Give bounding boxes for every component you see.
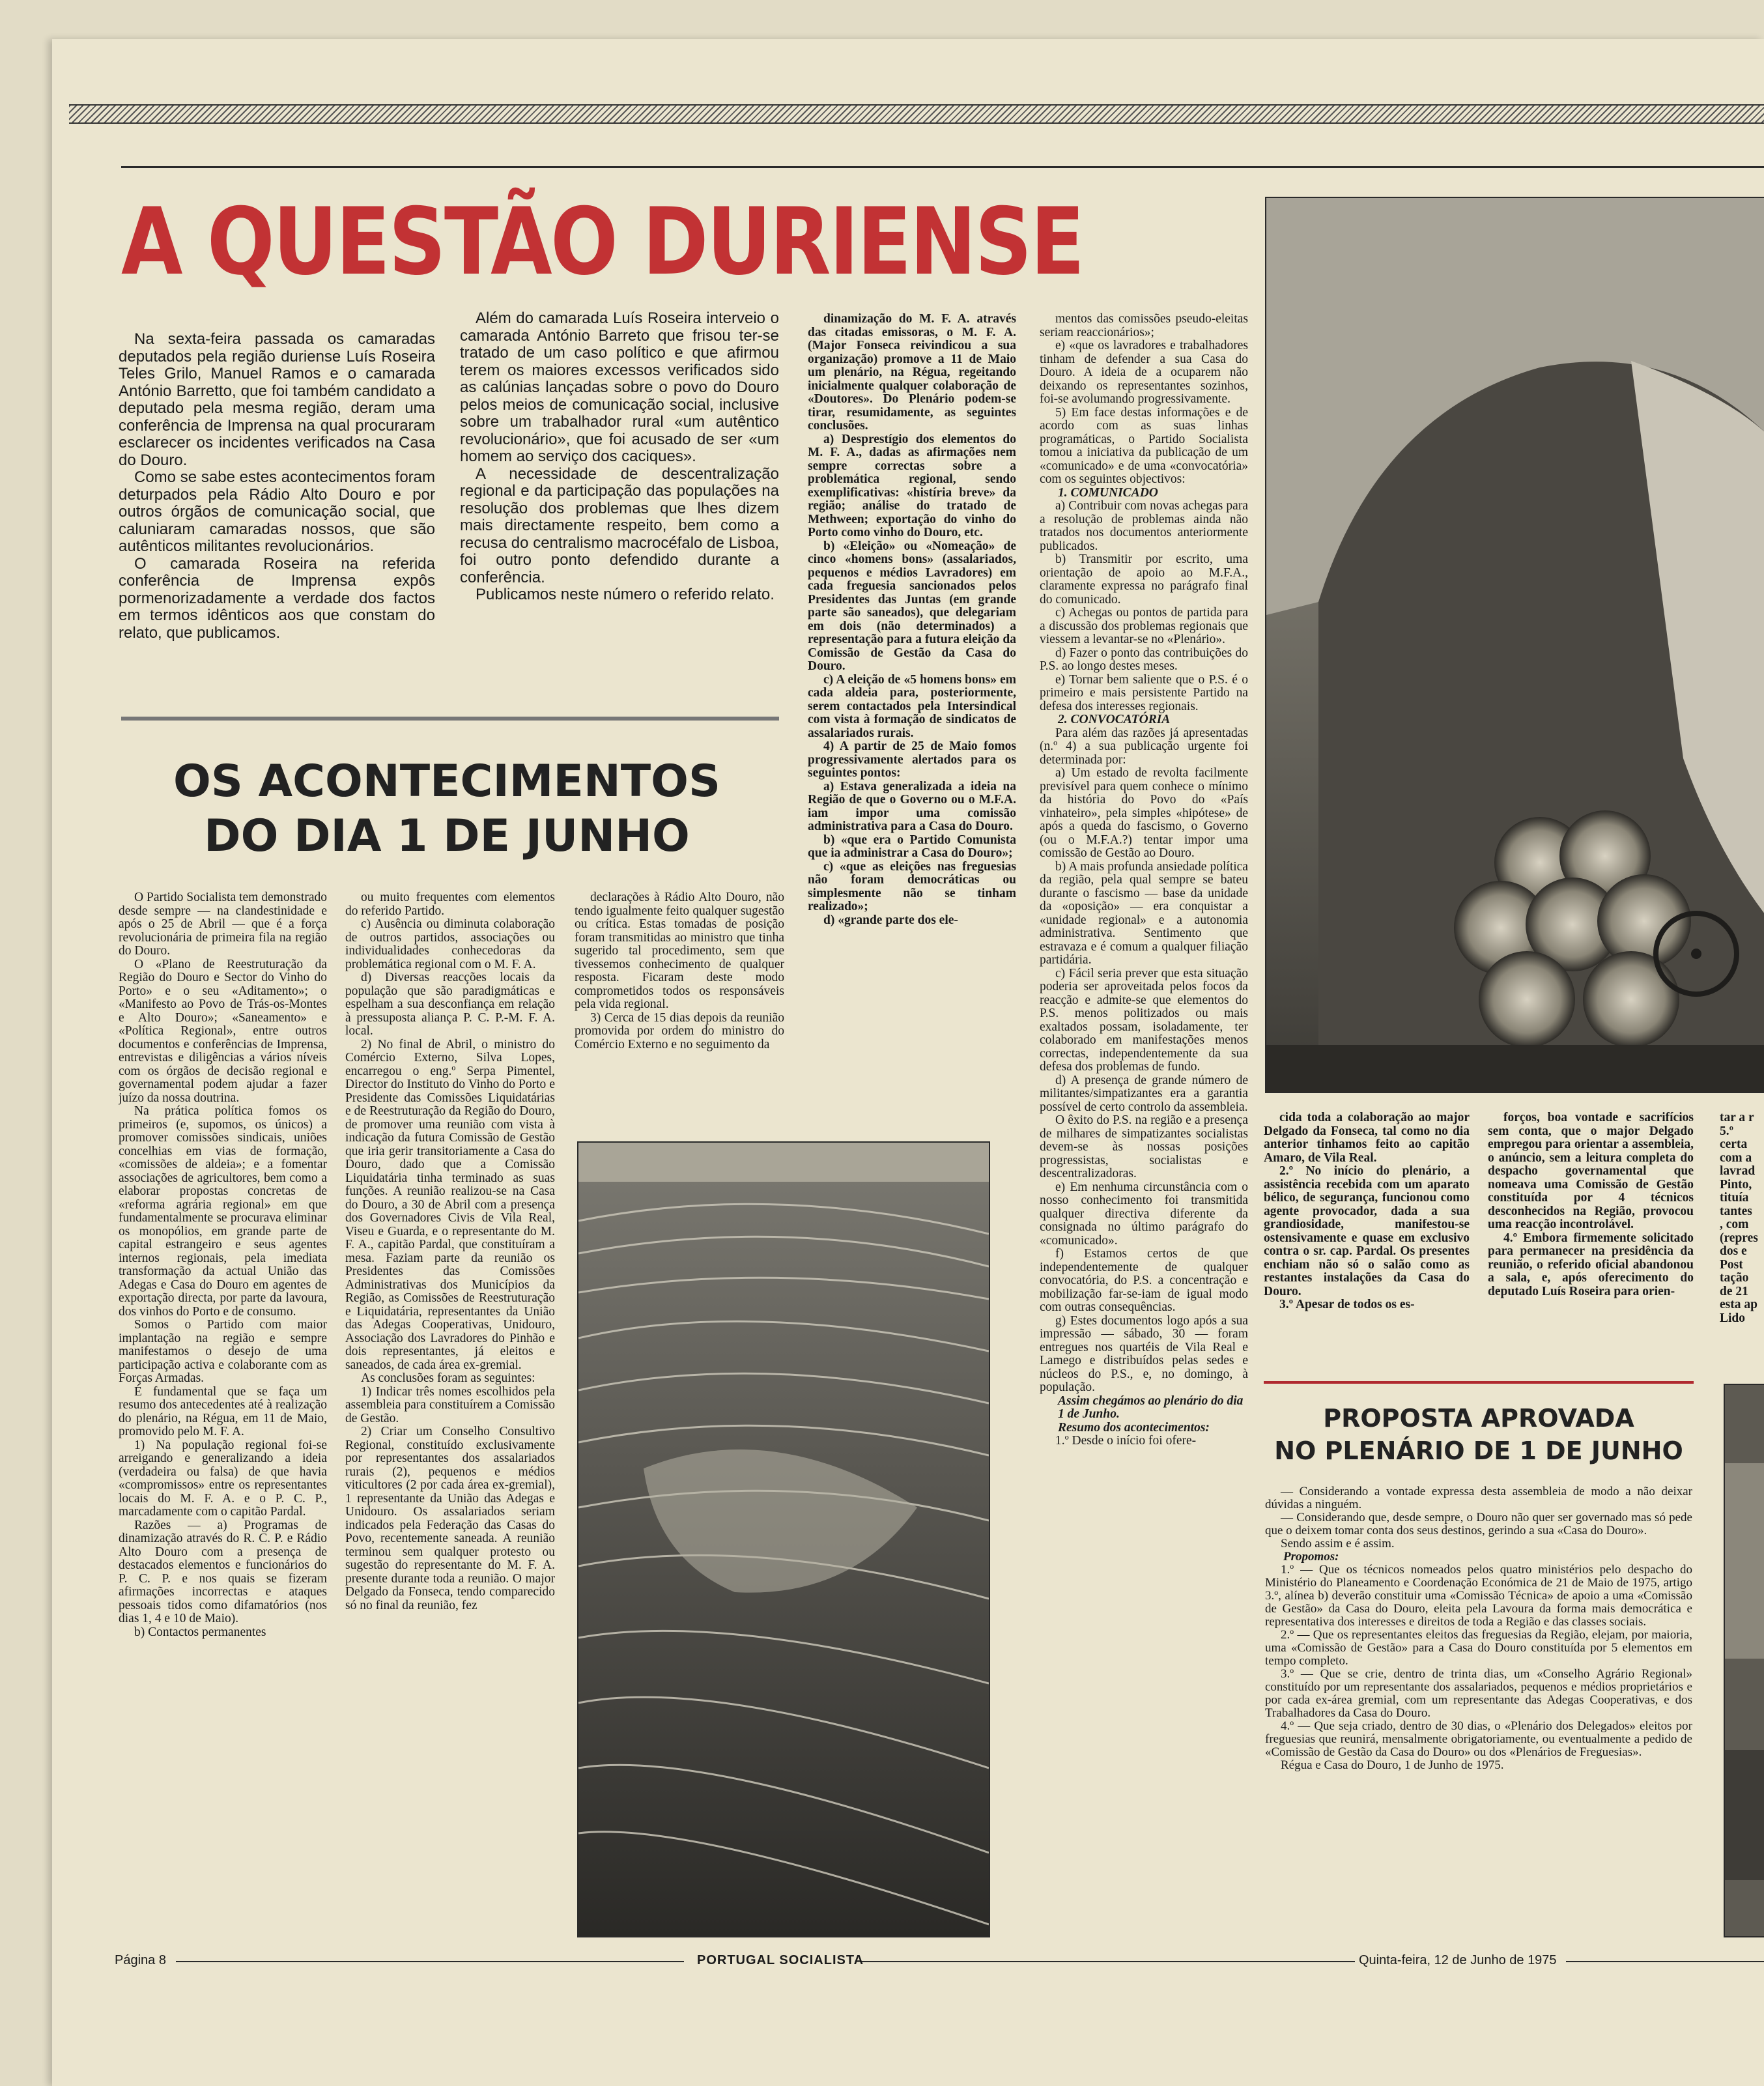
column-e-paragraph: c) Achegas ou pontos de partida para a discussão dos problemas regionais que viessem a levantar-se no «Plenário».	[1040, 606, 1248, 646]
proposal-text-paragraph: 3.º — Que se crie, dentro de trinta dias, um «Conselho Agrário Regional» constituído por um representante dos assalariados, pequenos e médios proprietários e por cada ex-área gremial, com um representante das Adegas Cooperativas, e dos Trabalhadores da Casa do Douro.	[1265, 1667, 1692, 1720]
headline: A QUESTÃO DURIENSE	[121, 188, 1083, 296]
intro-column-2-paragraph: Publicamos neste número o referido relato.	[476, 586, 775, 603]
issue-date: Quinta-feira, 12 de Junho de 1975	[1359, 1953, 1557, 1967]
intro-column-1-paragraph: O camarada Roseira na referida conferência de Imprensa expôs pormenorizadamente a verdade dos factos em termos idênticos aos que constam do relato, que publicamos.	[119, 554, 435, 642]
column-e-paragraph: 2. CONVOCATÓRIA	[1058, 713, 1171, 726]
column-h-cut-paragraph: lavrad	[1720, 1164, 1756, 1178]
column-e-paragraph: f) Estamos certos de que independentemente de qualquer convocatória, do P.S. a concentração e mobilização far-se-iam de igual modo com outras consequências.	[1040, 1247, 1248, 1314]
proposal-text-paragraph: 1.º — Que os técnicos nomeados pelos quatro ministérios pelo despacho do Ministério do Planeamento e Coordenação Económica de 21 de Maio de 1975, artigo 3.º, alínea b) deverão constituir uma «Comissão Técnica» de apoio a uma «Comissão de Gestão» da Casa do Douro, eleita pela Lavoura da forma mais democrática e representativa dos interesses e direitos de toda a Região e das classes sociais.	[1265, 1563, 1692, 1629]
proposal-text-paragraph: Régua e Casa do Douro, 1 de Junho de 1975.	[1281, 1758, 1504, 1772]
column-e-paragraph: 5) Em face destas informações e de acordo com as suas linhas programáticas, o Partido Socialista tomou a iniciativa da publicação de um «comunicado» e de uma «convocatória» com os seguintes objectivos:	[1040, 405, 1248, 486]
column-e-paragraph: b) A mais profunda ansiedade política da região, pela qual sempre se bateu durante o fascismo — base da unidade da «oposição» — era conquistar a «unidade regional» e a autonomia administrativa. Sentimento que estravaza e é comum a qualquer filiação partidária.	[1040, 859, 1248, 967]
column-h-cut-paragraph: dos e	[1720, 1244, 1747, 1258]
intro-column-2-paragraph: A necessidade de descentralização regional e da participação das populações na resolução dos problemas que lhes dizem mais directamente respeito, bem como a recusa do centralismo macrocéfalo de Lisboa, foi outro ponto defendido durante a conferência.	[460, 464, 779, 586]
proposal-text-paragraph: — Considerando a vontade expressa desta assembleia de modo a não deixar dúvidas a ninguém.	[1265, 1485, 1692, 1511]
column-b-paragraph: 2) No final de Abril, o ministro do Comércio Externo, Silva Lopes, encarregou o eng.º Serpa Pimentel, Director do Instituto do Vinho do Porto e Presidente das Comissões Liquidatárias e de Reestruturação da Região do Douro, de promover uma reunião com vista à indicação da futura Comissão de Gestão que iria gerir transitoriamente a Casa do Douro, dado que a Comissão Liquidatária tinha terminado as suas funções. A reunião realizou-se na Casa do Douro, a 30 de Abril com a presença dos Governadores Civis de Vila Real, Viseu e Guarda, e o representante do M. F. A., capitão Pardal, que constituíram a mesa. Faziam parte da reunião os Presidentes das Comissões Administrativas dos Municípios da Região, as Comissões de Reestruturação e Liquidatária, representantes da União das Adegas Cooperativas, Unidouro, Associação dos Lavradores do Pinhão e dois representantes, já eleitos e saneados, de cada área ex-gremial.	[345, 1037, 555, 1372]
column-e-paragraph: a) Contribuir com novas achegas para a resolução de problemas ainda não tratados nos documentos anteriormente publicados.	[1040, 499, 1248, 553]
column-e-paragraph: Assim chegámos ao plenário do dia 1 de Junho.	[1058, 1393, 1244, 1421]
cellar-photo	[1265, 197, 1764, 1093]
footer-rule-left	[176, 1961, 684, 1962]
column-d-paragraph: c) «que as eleições nas freguesias não foram democráticas ou simplesmente não se tinham realizado»;	[808, 859, 1016, 913]
vineyard-terraces-photo	[577, 1141, 990, 1937]
column-f-paragraph: 2.º No início do plenário, a assistência recebida com um aparato bélico, de segurança, funcionou como agente provocador, dada a sua grandiosidade, manifestou-se ostensivamente e quase em exclusivo contra o sr. cap. Pardal. Os presentes enchiam não só o salão como as restantes instalações da Casa do Douro.	[1264, 1164, 1470, 1298]
column-b-paragraph: As conclusões foram as seguintes:	[361, 1371, 535, 1385]
column-e-paragraph: b) Transmitir por escrito, uma orientação de apoio ao M.F.A., claramente expressa no parágrafo final do comunicado.	[1040, 552, 1248, 607]
masthead: PORTUGAL SOCIALISTA	[697, 1953, 864, 1967]
column-c-paragraph: declarações à Rádio Alto Douro, não tendo igualmente feito qualquer sugestão ou crítica. Estas tomadas de posição foram transmitidas ao ministro que tinha sugerido tal procedimento, sem que tivessemos conhecimento de qualquer resposta. Ficaram deste modo comprometidos todos os responsáveis pela vida regional.	[575, 891, 784, 1011]
column-h-cut-paragraph: esta ap	[1720, 1298, 1757, 1311]
section-title-line-1: OS ACONTECIMENTOS	[173, 756, 720, 807]
column-d-paragraph: c) A eleição de «5 homens bons» em cada aldeia para, posteriormente, serem contactados pela Intersindical com vista à formação de sindicatos de assalariados rurais.	[808, 672, 1016, 740]
column-f	[1264, 1111, 1470, 1384]
top-rule	[121, 166, 1764, 168]
column-d-paragraph: dinamização do M. F. A. através das citadas emissoras, o M. F. A. (Major Fonseca reivindicou a sua organização) promove a 11 de Maio um plenário, na Régua, regeitando inicialmente qualquer colaboração de «Doutores». Do Plenário podem-se tirar, resumidamente, as seguintes conclusões.	[808, 313, 1016, 433]
page-number: Página 8	[115, 1953, 166, 1967]
column-g-paragraph: 4.º Embora firmemente solicitado para permanecer na presidência da reunião, o referido oficial abandonou a sala, e, após oferecimento do deputado Luís Roseira para orien-	[1488, 1231, 1694, 1298]
column-h-cut-paragraph: com a	[1720, 1150, 1752, 1165]
column-g-paragraph: forços, boa vontade e sacrifícios sem conta, que o major Delgado empregou para orientar a assembleia, o anúncio, sem a leitura completa do despacho governamental que nomeava uma Comissão de Gestão constituída por 4 técnicos desconhecidos na Região, provocou uma reacção incontrolável.	[1488, 1111, 1694, 1231]
intro-column-2	[460, 310, 779, 714]
intro-column-2-paragraph: Além do camarada Luís Roseira interveio o camarada António Barreto que frisou ter-se tratado de um caso político e que afirmou terem os maiores excessos verificados sido as calúnias lançadas sobre o povo do Douro pelos meios de comunicação social, inclusive sobre um trabalhador rural «um autêntico revolucionário», que foi acusado de ser «um homem ao serviço dos caciques».	[460, 310, 779, 465]
column-e-paragraph: O êxito do P.S. na região e a presença de milhares de simpatizantes socialistas devem-se às nossas posições progressistas, socialistas e descentralizadoras.	[1040, 1113, 1248, 1180]
column-e-paragraph: e) «que os lavradores e trabalhadores tinham de defender a sua Casa do Douro. A ideia de a ocuparem não deixando os representantes sozinhos, foi-se avolumando progressivamente.	[1040, 339, 1248, 406]
column-b-paragraph: ou muito frequentes com elementos do referido Partido.	[345, 891, 555, 918]
proposal-title	[1264, 1402, 1694, 1467]
footer-rule-right	[1566, 1961, 1764, 1962]
column-e-paragraph: mentos das comissões pseudo-eleitas seriam reaccionários»;	[1040, 313, 1248, 339]
intro-column-1	[119, 331, 435, 709]
column-b-paragraph: 2) Criar um Conselho Consultivo Regional, constituído exclusivamente por representantes dos assalariados rurais (2), pequenos e médios viticultores (2 por cada área ex-gremial), 1 representante da União das Adegas e Unidouro. Os assalariados seriam indicados pela Federação das Casas do Povo, recentemente saneada. A reunião terminou sem qualquer protesto ou sugestão do representante do M. F. A. presente durante toda a reunião. O major Delgado da Fonseca, tendo comparecido só no final da reunião, fez	[345, 1425, 555, 1612]
column-h-cut-paragraph: (repres	[1720, 1231, 1758, 1245]
column-e-paragraph: d) A presença de grande número de militantes/simpatizantes era a garantia possível de certo controlo da assembleia.	[1040, 1073, 1248, 1114]
column-a	[119, 891, 327, 1934]
column-a-paragraph: É fundamental que se faça um resumo dos antecedentes até à realização do plenário, na Régua, em 11 de Maio, promovido pelo M. F. A.	[119, 1384, 327, 1438]
proposal-title-line-2: NO PLENÁRIO DE 1 DE JUNHO	[1274, 1436, 1683, 1465]
column-f-paragraph: cida toda a colaboração ao major Delgado da Fonseca, tal como no dia anterior tinhamos feito ao capitão Amaro, de Vila Real.	[1264, 1111, 1470, 1165]
column-d-paragraph: a) Estava generalizada a ideia na Região de que o Governo ou o M.F.A. iam impor uma comissão administrativa para a Casa do Douro.	[808, 779, 1016, 833]
column-c	[575, 891, 784, 1130]
column-h-cut	[1720, 1111, 1764, 1384]
column-h-cut-paragraph: tantes	[1720, 1204, 1752, 1218]
column-e	[1040, 313, 1248, 1941]
column-e-paragraph: d) Fazer o ponto das contribuições do P.S. ao longo destes meses.	[1040, 646, 1248, 673]
column-b	[345, 891, 555, 1936]
column-h-cut-paragraph: tar a r	[1720, 1111, 1754, 1124]
proposal-text-paragraph: 2.º — Que os representantes eleitos das freguesias da Região, elejam, por maioria, uma «Comissão de Gestão» para a Casa do Douro constituída por 5 elementos em tempo completo.	[1265, 1628, 1692, 1668]
column-g	[1488, 1111, 1694, 1384]
column-e-paragraph: g) Estes documentos logo após a sua impressão — sábado, 30 — foram entregues nos quartéis de Vila Real e Lamego e distribuídos pelas sedes e núcleos do P.S., e, no domingo, à população.	[1040, 1313, 1248, 1394]
column-b-paragraph: 1) Indicar três nomes escolhidos pela assembleia para constituírem a Comissão de Gestão.	[345, 1384, 555, 1425]
column-e-paragraph: e) Em nenhuma circunstância com o nosso conhecimento foi transmitida qualquer directiva diferente da consignada no último parágrafo do «comunicado».	[1040, 1180, 1248, 1248]
intro-column-1-paragraph: Como se sabe estes acontecimentos foram deturpados pela Rádio Alto Douro e por outros órgãos de comunicação social, que caluniaram camaradas nossos, que são autênticos militantes revolucionários.	[119, 468, 435, 555]
cropped-photo-edge	[1724, 1384, 1764, 1937]
proposal-text-paragraph: Propomos:	[1283, 1550, 1339, 1564]
column-a-paragraph: Na prática política fomos os primeiros (e, supomos, os únicos) a promover comissões sindicais, uniões concelhias em vias de formação, «comissões de aldeia»; e a fomentar associações de agricultores, bem como a elaborar propostas concretas de «reforma agrária regional» em que fundamentalmente se procurava eliminar os monopólios, em grande parte de capital estrangeiro e seus agentes internos regionais, pela imediata transformação da actual União das Adegas e Casa do Douro em agentes de exportação directa, por parte da lavoura, dos vinhos do Porto e de consumo.	[119, 1104, 327, 1319]
column-a-paragraph: Somos o Partido com maior implantação na região e sempre manifestamos o desejo de uma participação activa e colaborante com as Forças Armadas.	[119, 1318, 327, 1385]
column-h-cut-paragraph: , com	[1720, 1218, 1749, 1231]
column-e-paragraph: Resumo dos acontecimentos:	[1058, 1420, 1210, 1435]
column-h-cut-paragraph: 5.º	[1720, 1124, 1734, 1138]
column-a-paragraph: b) Contactos permanentes	[134, 1625, 266, 1639]
proposal-text-paragraph: — Considerando que, desde sempre, o Douro não quer ser governado mas só pede que o deixem tomar conta dos seus destinos, gerindo a sua «Casa do Douro».	[1265, 1511, 1692, 1537]
column-e-paragraph: 1. COMUNICADO	[1058, 485, 1158, 500]
column-e-paragraph: e) Tornar bem saliente que o P.S. é o primeiro e mais persistente Partido na defesa dos interesses regionais.	[1040, 672, 1248, 713]
column-h-cut-paragraph: Pinto,	[1720, 1177, 1752, 1192]
column-h-cut-paragraph: Lido	[1720, 1311, 1746, 1325]
proposal-text-paragraph: 4.º — Que seja criado, dentro de 30 dias, o «Plenário dos Delegados» eleitos por freguesias que reunirá, mensalmente obrigatoriamente, ou eventualmente a pedido de «Comissão de Gestão da Casa do Douro» ou dos «Plenários de Freguesias».	[1265, 1719, 1692, 1759]
intro-column-1-paragraph: Na sexta-feira passada os camaradas deputados pela região duriense Luís Roseira Teles Grilo, Manuel Ramos e o camarada António Barretto, que foi também candidato a deputado pela mesma região, deram uma conferência de Imprensa na qual procuraram esclarecer os incidentes verificados na Casa do Douro.	[119, 331, 435, 469]
footer-rule-mid	[860, 1961, 1355, 1962]
column-d-paragraph: d) «grande parte dos ele-	[823, 913, 958, 927]
proposal-top-rule	[1264, 1381, 1694, 1384]
proposal-title-line-1: PROPOSTA APROVADA	[1323, 1404, 1634, 1433]
column-a-paragraph: O Partido Socialista tem demonstrado desde sempre — na clandestinidade e após o 25 de Abril — que é a força revolucionária de primeira fila na região do Douro.	[119, 891, 327, 958]
column-a-paragraph: O «Plano de Reestruturação da Região do Douro e Sector do Vinho do Porto» e o seu «Aditamento»; o «Manifesto ao Povo de Trás-os-Montes e Alto Douro»; «Saneamento» e «Política Regional», entre outros documentos e conferências de Imprensa, entrevistas e diligências a vários níveis com os órgãos de decisão regional e governamental podem ajudar a fazer juízo da nossa doutrina.	[119, 957, 327, 1105]
column-h-cut-paragraph: tituía	[1720, 1191, 1749, 1205]
column-h-cut-paragraph: tação	[1720, 1271, 1749, 1285]
column-e-paragraph: 1.º Desde o início foi ofere-	[1055, 1434, 1197, 1448]
section-title-line-2: DO DIA 1 DE JUNHO	[204, 810, 690, 862]
column-e-paragraph: c) Fácil seria prever que esta situação poderia ser aproveitada pelos focos da reacção e admite-se que elementos do P.S. menos politizados ou mais exaltados possam, isoladamente, ter colaborado em manifestações menos correctas, independentemente da sua defesa dos problemas de fundo.	[1040, 966, 1248, 1074]
column-d-paragraph: 4) A partir de 25 de Maio fomos progressivamente alertados para os seguintes pontos:	[808, 739, 1016, 780]
column-b-paragraph: d) Diversas reacções locais da população que são paradigmáticas e espelham a sua desconfiança em relação à pressuposta aliança P. C. P.-M. F. A. local.	[345, 971, 555, 1038]
column-f-paragraph: 3.º Apesar de todos os es-	[1279, 1298, 1415, 1311]
column-h-cut-paragraph: certa	[1720, 1137, 1748, 1151]
column-c-paragraph: 3) Cerca de 15 dias depois da reunião promovida por ordem do ministro do Comércio Externo e no seguimento da	[575, 1010, 784, 1051]
column-a-paragraph: 1) Na população regional foi-se arreigando e generalizando a ideia (verdadeira ou falsa) de que havia «compromissos» entre os representantes locais do M. F. A. e o P. C. P., marcadamente com o capitão Pardal.	[119, 1438, 327, 1519]
top-hatched-border	[69, 104, 1764, 124]
column-h-cut-paragraph: Post	[1720, 1257, 1743, 1272]
intro-bottom-rule	[121, 717, 779, 721]
column-e-paragraph: a) Um estado de revolta facilmente previsível para quem conhece o mínimo da história do Povo do «País vinhateiro», pela simples «hipótese» de após a queda do fascismo, o Governo (ou o M.F.A.?) tentar impor uma comissão de Gestão ao Douro.	[1040, 766, 1248, 860]
column-d-paragraph: b) «que era o Partido Comunista que ia administrar a Casa do Douro»;	[808, 833, 1016, 860]
proposal-text	[1265, 1485, 1692, 1935]
column-h-cut-paragraph: de 21	[1720, 1284, 1748, 1298]
section-title	[121, 754, 773, 864]
column-b-paragraph: c) Ausência ou diminuta colaboração de outros partidos, associações ou individualidades conhecedoras da problemática regional com o M. F. A.	[345, 917, 555, 971]
column-e-paragraph: Para além das razões já apresentadas (n.º 4) a sua publicação urgente foi determinada por:	[1040, 726, 1248, 767]
column-d-paragraph: b) «Eleição» ou «Nomeação» de cinco «homens bons» (assalariados, pequenos e médios Lavradores) em cada freguesia sancionados pelos Presidentes das Juntas (em grande parte são saneados), que delegariam em dois (não determinados) a representação para a futura eleição da Comissão de Gestão da Casa do Douro.	[808, 539, 1016, 673]
column-d-paragraph: a) Desprestígio dos elementos do M. F. A., dadas as afirmações nem sempre correctas sobre a problemática regional, sendo exemplificativas: «histíria breve» da região; análise do tratado de Methween; exportação do vinho do Porto como vinho do Douro, etc.	[808, 432, 1016, 539]
proposal-text-paragraph: Sendo assim e é assim.	[1281, 1537, 1395, 1550]
column-a-paragraph: Razões — a) Programas de dinamização através do R. C. P. e Rádio Alto Douro com a presença de destacados elementos e funcionários do P. C. P. e nos quais se fizeram afirmações incorrectas e ataques pessoais tidos como difamatórios (nos dias 1, 4 e 10 de Maio).	[119, 1518, 327, 1625]
